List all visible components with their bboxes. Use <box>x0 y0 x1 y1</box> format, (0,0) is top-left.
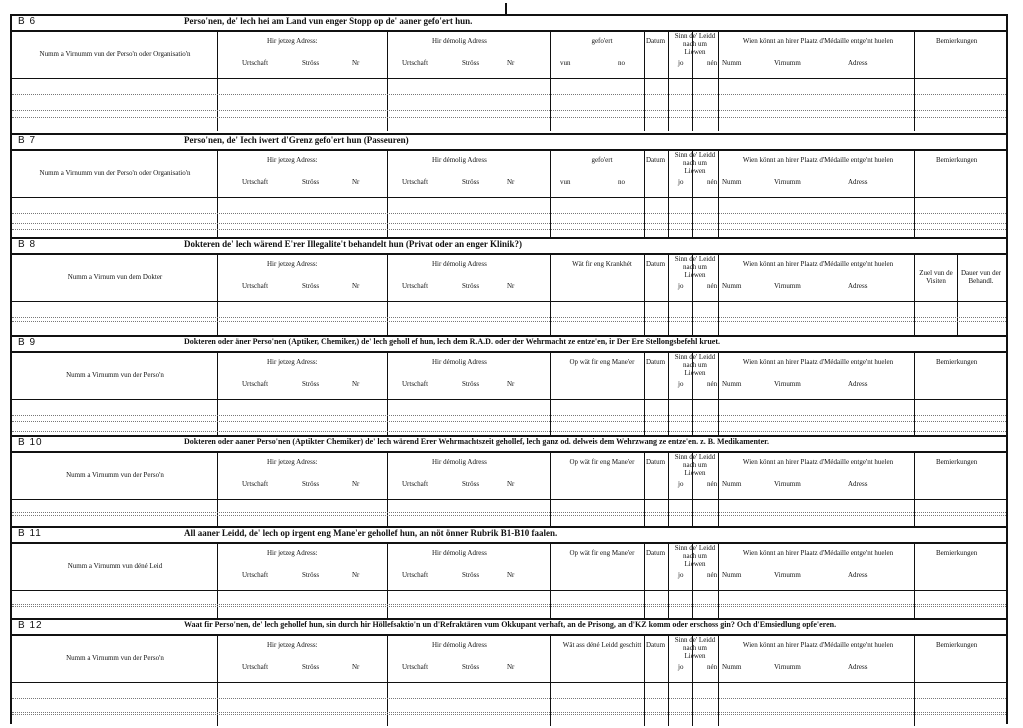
alive-header: Sinn de' Leidd nach um Liewen <box>674 32 716 56</box>
medal-sub-numm: Numm <box>722 282 742 290</box>
address-sub-ströss: Ströss <box>302 480 320 488</box>
address-sub-nr: Nr <box>507 480 515 488</box>
medal-sub-virnumm: Virnumm <box>774 282 801 290</box>
name-column-header: Numm a Virnumm vun der Perso'n <box>66 654 164 662</box>
address-sub-urtschaft: Urtschaft <box>242 663 269 671</box>
remarks-header: Bemierkungen <box>936 458 978 466</box>
medal-sub-numm: Numm <box>722 571 742 579</box>
to-header: no <box>618 59 625 67</box>
entry-line[interactable] <box>12 515 1006 516</box>
column-divider <box>387 151 388 237</box>
entry-line[interactable] <box>12 321 1006 322</box>
form-page <box>10 14 1008 724</box>
entry-line[interactable] <box>12 714 1006 715</box>
column-divider <box>644 255 645 335</box>
section-header <box>12 16 1006 32</box>
address-sub-ströss: Ströss <box>302 282 320 290</box>
medal-header: Wien könnt an hirer Plaatz d'Médaille entge'nt huelen <box>742 358 894 366</box>
extra-column-header: Op wät fir eng Mane'er <box>569 458 635 466</box>
column-divider <box>387 255 388 335</box>
address-sub-urtschaft: Urtschaft <box>402 380 429 388</box>
no-header: nén <box>707 571 718 579</box>
alive-header: Sinn de' Leidd nach um Liewen <box>674 255 716 279</box>
address-sub-urtschaft: Urtschaft <box>402 571 429 579</box>
name-column-header: Numm a Virnumm vun der Perso'n oder Organisatio'n <box>39 169 191 177</box>
visits-header: Zuel vun de Visiten <box>919 269 953 285</box>
medal-sub-numm: Numm <box>722 178 742 186</box>
top-tick-mark <box>505 3 507 14</box>
extra-column-header: gefo'ert <box>591 37 613 45</box>
date-header: Datum <box>646 641 666 649</box>
extra-column-header: Wät ass déné Leidd geschitt <box>562 641 642 649</box>
remarks-header: Bemierkungen <box>936 549 978 557</box>
name-column-header: Numm a Virnumm vun der Perso'n oder Organisatio'n <box>39 50 191 58</box>
header-row-divider <box>12 590 1006 591</box>
extra-column-header: Op wät fir eng Mane'er <box>569 549 635 557</box>
medal-sub-virnumm: Virnumm <box>774 59 801 67</box>
yes-header: jo <box>678 663 684 671</box>
entry-line[interactable] <box>12 604 1006 605</box>
column-divider <box>914 151 915 237</box>
former-address-header: Hir démolig Adress <box>432 358 487 366</box>
entry-line[interactable] <box>12 110 1006 111</box>
former-address-header: Hir démolig Adress <box>432 458 487 466</box>
address-sub-urtschaft: Urtschaft <box>242 282 269 290</box>
medal-sub-numm: Numm <box>722 480 742 488</box>
address-sub-urtschaft: Urtschaft <box>402 59 429 67</box>
name-column-header: Numm a Virnumm vun der Perso'n <box>66 471 164 479</box>
column-divider <box>550 255 551 335</box>
section-table <box>12 255 1006 335</box>
address-sub-ströss: Ströss <box>462 178 480 186</box>
section-title: All aaner Leidd, de' lech op irgent eng Mane'er gehollef hun, an nöt önner Rubrik B1-B10 faalen. <box>184 528 558 538</box>
address-sub-nr: Nr <box>507 571 515 579</box>
section-code: B 7 <box>18 135 37 146</box>
section-table <box>12 32 1006 131</box>
remarks-header: Bemierkungen <box>936 641 978 649</box>
address-sub-urtschaft: Urtschaft <box>242 380 269 388</box>
address-sub-ströss: Ströss <box>302 571 320 579</box>
section-code: B 9 <box>18 337 37 348</box>
medal-header: Wien könnt an hirer Plaatz d'Médaille entge'nt huelen <box>742 156 894 164</box>
entry-line[interactable] <box>12 415 1006 416</box>
section-header <box>12 620 1006 636</box>
column-divider <box>644 151 645 237</box>
section-b10 <box>12 435 1006 528</box>
section-code: B 6 <box>18 16 37 27</box>
entry-line[interactable] <box>12 213 1006 214</box>
remarks-header: Bemierkungen <box>936 37 978 45</box>
date-header: Datum <box>646 260 666 268</box>
section-code: B 8 <box>18 239 37 250</box>
current-address-header: Hir jetzeg Adress: <box>267 37 318 45</box>
address-sub-urtschaft: Urtschaft <box>402 480 429 488</box>
section-title: Dokteren oder äner Perso'nen (Aptiker, Chemiker,) de' lech geholl ef hun, lech dem R.A.D. oder der Wehrmacht ze entze'en, ir Der Ere Stellongsbefehl kruet. <box>184 337 721 346</box>
column-divider <box>550 353 551 435</box>
medal-header: Wien könnt an hirer Plaatz d'Médaille entge'nt huelen <box>742 549 894 557</box>
section-b11 <box>12 526 1006 620</box>
date-header: Datum <box>646 37 666 45</box>
address-sub-ströss: Ströss <box>462 663 480 671</box>
section-title: Perso'nen, de' lech hei am Land vun enger Stopp op de' aaner gefo'ert hun. <box>184 16 473 26</box>
former-address-header: Hir démolig Adress <box>432 156 487 164</box>
address-sub-ströss: Ströss <box>302 380 320 388</box>
header-row-divider <box>12 197 1006 198</box>
entry-line[interactable] <box>12 229 1006 230</box>
address-sub-nr: Nr <box>352 178 360 186</box>
current-address-header: Hir jetzeg Adress: <box>267 260 318 268</box>
address-sub-nr: Nr <box>507 282 515 290</box>
section-header <box>12 528 1006 544</box>
current-address-header: Hir jetzeg Adress: <box>267 458 318 466</box>
address-sub-nr: Nr <box>352 380 360 388</box>
section-code: B 10 <box>18 437 43 448</box>
entry-line[interactable] <box>12 431 1006 432</box>
name-column-header: Numm a Virnumm vun déné Leid <box>67 562 163 570</box>
yes-header: jo <box>678 571 684 579</box>
section-table <box>12 353 1006 435</box>
column-divider <box>718 151 719 237</box>
column-divider <box>217 353 218 435</box>
date-header: Datum <box>646 156 666 164</box>
section-table <box>12 544 1006 618</box>
section-title: Waat fir Perso'nen, de' lech gehollef hun, sin durch hir Höllefsaktio'n un d'Refraktären vum Okkupant verhaft, an de Prisong, an d'KZ komm oder erschoss gin? Och d'Emsiedlung opfe'eren. <box>184 620 837 629</box>
address-sub-urtschaft: Urtschaft <box>242 59 269 67</box>
medal-sub-virnumm: Virnumm <box>774 380 801 388</box>
entry-line[interactable] <box>12 606 1006 607</box>
alive-header: Sinn de' Leidd nach um Liewen <box>674 544 716 568</box>
medal-sub-virnumm: Virnumm <box>774 571 801 579</box>
address-sub-urtschaft: Urtschaft <box>242 571 269 579</box>
section-table <box>12 151 1006 237</box>
address-sub-urtschaft: Urtschaft <box>402 282 429 290</box>
column-divider <box>914 255 915 335</box>
no-header: nén <box>707 59 718 67</box>
header-row-divider <box>12 78 1006 79</box>
address-sub-urtschaft: Urtschaft <box>402 663 429 671</box>
former-address-header: Hir démolig Adress <box>432 260 487 268</box>
alive-header: Sinn de' Leidd nach um Liewen <box>674 636 716 660</box>
medal-sub-numm: Numm <box>722 59 742 67</box>
address-sub-nr: Nr <box>507 59 515 67</box>
column-divider <box>668 353 669 435</box>
address-sub-ströss: Ströss <box>462 571 480 579</box>
no-header: nén <box>707 178 718 186</box>
no-header: nén <box>707 480 718 488</box>
address-sub-nr: Nr <box>352 480 360 488</box>
medal-sub-virnumm: Virnumm <box>774 178 801 186</box>
section-title: Dokteren de' lech wärend E'rer Illegalite't behandelt hun (Privat oder an enger Klinik?) <box>184 239 522 249</box>
alive-header: Sinn de' Leidd nach um Liewen <box>674 353 716 377</box>
medal-sub-adress: Adress <box>848 59 868 67</box>
entry-line[interactable] <box>12 698 1006 699</box>
duration-header: Dauer vun der Behandl. <box>960 269 1002 285</box>
header-row-divider <box>12 499 1006 500</box>
section-b8 <box>12 237 1006 337</box>
section-header <box>12 135 1006 151</box>
address-sub-ströss: Ströss <box>302 663 320 671</box>
no-header: nén <box>707 282 718 290</box>
address-sub-nr: Nr <box>507 380 515 388</box>
medal-sub-virnumm: Virnumm <box>774 480 801 488</box>
address-sub-urtschaft: Urtschaft <box>402 178 429 186</box>
section-header <box>12 337 1006 353</box>
address-sub-urtschaft: Urtschaft <box>242 480 269 488</box>
medal-sub-adress: Adress <box>848 571 868 579</box>
column-divider <box>387 353 388 435</box>
yes-header: jo <box>678 282 684 290</box>
current-address-header: Hir jetzeg Adress: <box>267 641 318 649</box>
column-divider <box>668 151 669 237</box>
yes-header: jo <box>678 480 684 488</box>
address-sub-ströss: Ströss <box>462 59 480 67</box>
column-divider <box>217 151 218 237</box>
from-header: vun <box>560 178 571 186</box>
address-sub-urtschaft: Urtschaft <box>242 178 269 186</box>
column-divider <box>668 255 669 335</box>
medal-sub-virnumm: Virnumm <box>774 663 801 671</box>
alive-header: Sinn de' Leidd nach um Liewen <box>674 151 716 175</box>
column-divider <box>550 151 551 237</box>
date-header: Datum <box>646 458 666 466</box>
from-header: vun <box>560 59 571 67</box>
entry-line[interactable] <box>12 512 1006 513</box>
section-header <box>12 239 1006 255</box>
address-sub-nr: Nr <box>352 663 360 671</box>
section-title: Dokteren oder aaner Perso'nen (Aptikter Chemiker) de' lech wärend Erer Wehrmachtszeit gehollef, lech ganz od. delweis dem Wehrzwang ze entze'en. z. B. Medikamenter. <box>184 437 769 446</box>
medal-header: Wien könnt an hirer Plaatz d'Médaille entge'nt huelen <box>742 458 894 466</box>
address-sub-ströss: Ströss <box>462 282 480 290</box>
header-row-divider <box>12 301 1006 302</box>
former-address-header: Hir démolig Adress <box>432 549 487 557</box>
alive-header: Sinn de' Leidd nach um Liewen <box>674 453 716 477</box>
medal-header: Wien könnt an hirer Plaatz d'Médaille entge'nt huelen <box>742 260 894 268</box>
to-header: no <box>618 178 625 186</box>
address-sub-ströss: Ströss <box>462 480 480 488</box>
no-header: nén <box>707 380 718 388</box>
medal-sub-numm: Numm <box>722 663 742 671</box>
address-sub-nr: Nr <box>352 282 360 290</box>
current-address-header: Hir jetzeg Adress: <box>267 358 318 366</box>
column-divider <box>718 255 719 335</box>
current-address-header: Hir jetzeg Adress: <box>267 549 318 557</box>
column-divider <box>718 353 719 435</box>
column-divider <box>217 255 218 335</box>
date-header: Datum <box>646 549 666 557</box>
name-column-header: Numm a Virnumm vun der Perso'n <box>66 371 164 379</box>
former-address-header: Hir démolig Adress <box>432 37 487 45</box>
remarks-header: Bemierkungen <box>936 358 978 366</box>
header-row-divider <box>12 682 1006 683</box>
medal-header: Wien könnt an hirer Plaatz d'Médaille entge'nt huelen <box>742 641 894 649</box>
medal-sub-adress: Adress <box>848 282 868 290</box>
address-sub-ströss: Ströss <box>462 380 480 388</box>
column-divider <box>957 255 958 335</box>
section-b12 <box>12 618 1006 728</box>
entry-line[interactable] <box>12 317 1006 318</box>
medal-sub-adress: Adress <box>848 663 868 671</box>
section-code: B 12 <box>18 620 43 631</box>
section-b6 <box>12 16 1006 133</box>
date-header: Datum <box>646 358 666 366</box>
current-address-header: Hir jetzeg Adress: <box>267 156 318 164</box>
section-table <box>12 453 1006 526</box>
section-b7 <box>12 133 1006 239</box>
section-title: Perso'nen, de' Iech iwert d'Grenz gefo'ert hun (Passeuren) <box>184 135 409 145</box>
remarks-header: Bemierkungen <box>936 156 978 164</box>
address-sub-nr: Nr <box>507 178 515 186</box>
entry-line[interactable] <box>12 223 1006 224</box>
yes-header: jo <box>678 59 684 67</box>
column-divider <box>644 353 645 435</box>
extra-column-header: gefo'ert <box>591 156 613 164</box>
address-sub-nr: Nr <box>352 571 360 579</box>
entry-line[interactable] <box>12 94 1006 95</box>
header-row-divider <box>12 399 1006 400</box>
address-sub-nr: Nr <box>352 59 360 67</box>
extra-column-header: Wät fir eng Krankhét <box>572 260 632 268</box>
former-address-header: Hir démolig Adress <box>432 641 487 649</box>
section-table <box>12 636 1006 726</box>
yes-header: jo <box>678 178 684 186</box>
address-sub-ströss: Ströss <box>302 59 320 67</box>
address-sub-nr: Nr <box>507 663 515 671</box>
column-divider <box>914 353 915 435</box>
medal-sub-adress: Adress <box>848 480 868 488</box>
extra-column-header: Op wät fir eng Mane'er <box>569 358 635 366</box>
entry-line[interactable] <box>12 117 1006 118</box>
name-column-header: Numm a Virnum vun dem Dokter <box>67 273 163 281</box>
medal-sub-numm: Numm <box>722 380 742 388</box>
section-header <box>12 437 1006 453</box>
address-sub-ströss: Ströss <box>302 178 320 186</box>
entry-line[interactable] <box>12 712 1006 713</box>
entry-line[interactable] <box>12 421 1006 422</box>
medal-sub-adress: Adress <box>848 178 868 186</box>
section-b9 <box>12 335 1006 437</box>
yes-header: jo <box>678 380 684 388</box>
medal-header: Wien könnt an hirer Plaatz d'Médaille entge'nt huelen <box>742 37 894 45</box>
medal-sub-adress: Adress <box>848 380 868 388</box>
no-header: nén <box>707 663 718 671</box>
section-code: B 11 <box>18 528 42 539</box>
